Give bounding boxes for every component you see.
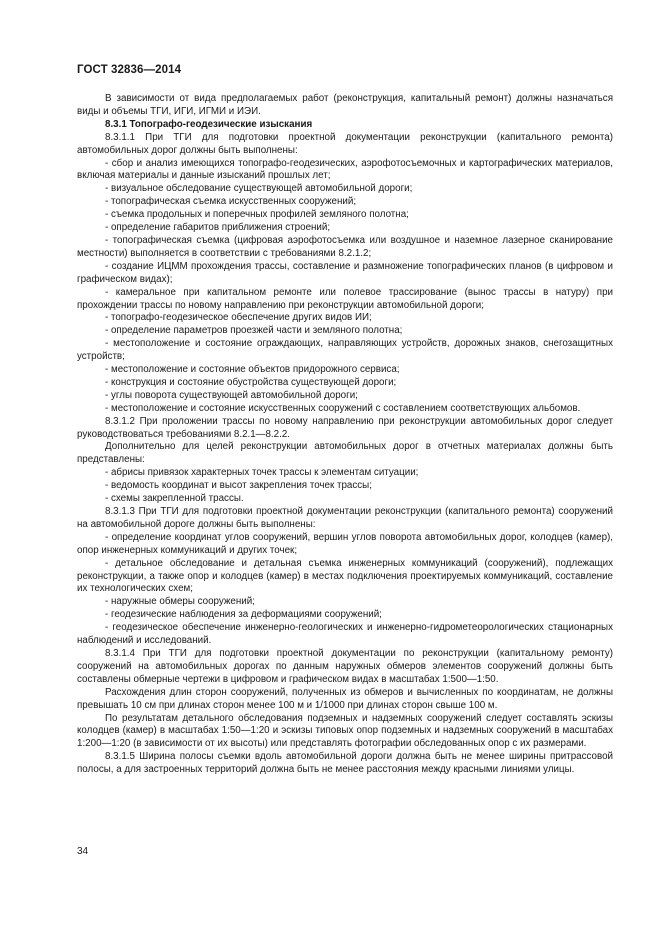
page-number: 34 [77, 846, 89, 857]
list-item: - создание ИЦММ прохождения трассы, составление и размножение топографических планов (в цифровом и графическом видах); [77, 260, 613, 285]
paragraph: 8.3.1.5 Ширина полосы съемки вдоль автомобильной дороги должна быть не менее ширины притрассовой полосы, а для застроенных территорий должна быть не менее расстояния между красными линиями улицы. [77, 751, 613, 776]
list-item: - конструкция и состояние обустройства существующей дороги; [105, 376, 397, 388]
list-item: - наружные обмеры сооружений; [105, 596, 255, 608]
list-item: - топографо-геодезическое обеспечение других видов ИИ; [105, 312, 372, 324]
paragraph: Дополнительно для целей реконструкции автомобильных дорог в отчетных материалах должны быть представлены: [77, 441, 613, 466]
list-item: - съемка продольных и поперечных профилей земляного полотна; [105, 209, 409, 221]
list-item: - ведомость координат и высот закрепления точек трассы; [105, 480, 372, 492]
list-item: - топографическая съемка искусственных сооружений; [105, 196, 357, 208]
standard-header: ГОСТ 32836—2014 [77, 64, 182, 76]
paragraph: 8.3.1 Топографо-геодезические изыскания [105, 118, 313, 130]
paragraph: 8.3.1.1 При ТГИ для подготовки проектной документации реконструкции (капитального ремонта) автомобильных дорог должны быть выполнены: [77, 131, 613, 156]
paragraph: 8.3.1.3 При ТГИ для подготовки проектной документации реконструкции (капитального ремонта) сооружений на автомобильной дороге должны быть выполнены: [77, 506, 613, 530]
list-item: - определение координат углов сооружений, вершин углов поворота автомобильных дорог, колодцев (камер), опор инженерных коммуникаций и других точек; [77, 531, 613, 556]
list-item: - схемы закрепленной трассы. [105, 493, 244, 505]
list-item: - визуальное обследование существующей автомобильной дороги; [105, 183, 413, 195]
list-item: - местоположение и состояние искусственных сооружений с составлением соответствующих альбомов. [105, 402, 581, 414]
list-item: - углы поворота существующей автомобильной дороги; [105, 389, 358, 401]
paragraph: 8.3.1.4 При ТГИ для подготовки проектной документации по реконструкции (капитальному ремонту) сооружений на автомобильных дорогах по данным наружных обмеров элементов сооружений должны быть составлены обмерные чертежи в цифровом и графическом видах в масштабах 1:500—1:50. [77, 647, 613, 685]
list-item: - местоположение и состояние ограждающих, направляющих устройств, дорожных знаков, снегозащитных устройств; [77, 338, 613, 363]
paragraph: 8.3.1.2 При проложении трассы по новому направлению при реконструкции автомобильных дорог следует руководствоваться требованиями 8.2.1—8.2.2. [77, 415, 613, 440]
paragraph: В зависимости от вида предполагаемых работ (реконструкция, капитальный ремонт) должны назначаться виды и объемы ТГИ, ИГИ, ИГМИ и ИЭИ. [77, 93, 613, 117]
paragraph: По результатам детального обследования подземных и надземных сооружений следует составлять эскизы колодцев (камер) в масштабах 1:50—1:20 и эскизы типовых опор подземных и надземных сооружений в масштабах 1:200—1:20 (в зависимости от их высоты) или представлять фотографии обследованных опор с их размерами. [77, 712, 613, 750]
list-item: - геодезические наблюдения за деформациями сооружений; [105, 609, 382, 621]
list-item: - камеральное при капитальном ремонте или полевое трассирование (вынос трассы в натуру) при прохождении трассы по новому направлению при реконструкции автомобильной дороги; [77, 286, 613, 311]
list-item: - геодезическое обеспечение инженерно-геологических и инженерно-гидрометеорологических стационарных наблюдений и исследований. [77, 622, 613, 647]
list-item: - определение параметров проезжей части и земляного полотна; [105, 325, 403, 337]
list-item: - абрисы привязок характерных точек трассы к элементам ситуации; [105, 467, 419, 479]
list-item: - определение габаритов приближения строений; [105, 222, 331, 234]
body-text [77, 93, 613, 777]
list-item: - детальное обследование и детальная съемка инженерных коммуникаций (сооружений), подлежащих реконструкции, а также опор и колодцев (камер) в местах подключения проектируемых коммуникаций, составление их технологических схем; [77, 557, 613, 595]
list-item: - местоположение и состояние объектов придорожного сервиса; [105, 364, 400, 376]
list-item: - топографическая съемка (цифровая аэрофотосъемка или воздушное и наземное лазерное сканирование местности) выполняется в соответствии с требованиями 8.2.1.2; [77, 234, 613, 259]
paragraph: Расхождения длин сторон сооружений, полученных из обмеров и вычисленных по координатам, не должны превышать 10 см при длинах сторон менее 100 м и 1/1000 при длинах сторон свыше 100 м. [77, 686, 613, 711]
list-item: - сбор и анализ имеющихся топографо-геодезических, аэрофотосъемочных и картографических материалов, включая материалы и данные изысканий прошлых лет; [77, 157, 613, 182]
